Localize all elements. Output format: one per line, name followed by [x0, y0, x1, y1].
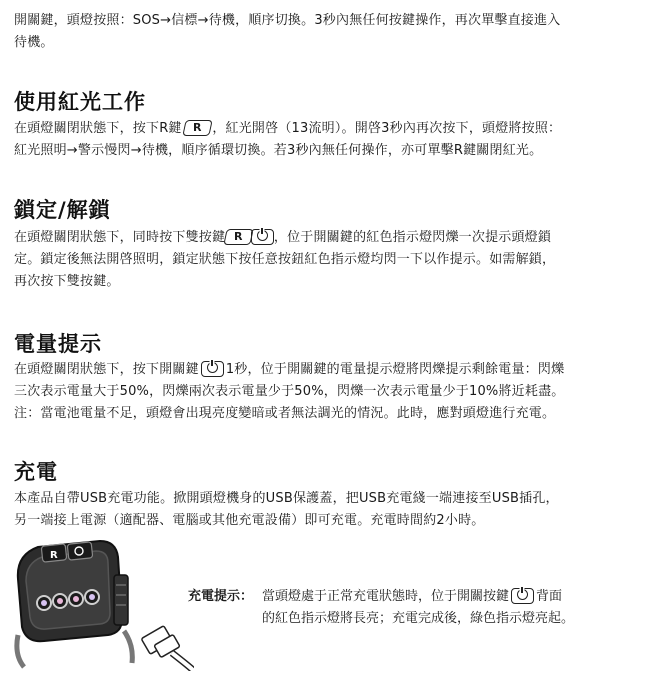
red-light-text-b: ，紅光開啓（13流明）。開啓3秒內再次按下，頭燈將按照：	[212, 121, 562, 136]
lock-heading: 鎖定/解鎖	[14, 198, 111, 222]
lock-paragraph	[14, 227, 642, 293]
red-light-line-2: 紅光照明→警示慢閃→待機，順序循環切換。若3秒內無任何操作，亦可單擊R鍵關閉紅光。	[14, 143, 543, 158]
svg-text:R: R	[50, 550, 58, 561]
r-key-label: R	[192, 120, 202, 134]
power-key-icon	[251, 229, 274, 245]
power-key-icon	[511, 588, 534, 604]
r-key-icon	[224, 229, 254, 245]
intro-paragraph	[14, 10, 642, 54]
charging-tip-text-a: 當頭燈處于正常充電狀態時，位于開關按鍵	[262, 589, 510, 604]
charging-tip-line-2: 的紅色指示燈將長亮；充電完成後，綠色指示燈亮起。	[262, 611, 575, 626]
headlamp-illustration	[4, 535, 194, 671]
battery-text-a: 在頭燈關閉狀態下，按下開關鍵	[14, 362, 199, 377]
dual-key-icon	[225, 230, 274, 246]
red-light-text-a: 在頭燈關閉狀態下，按下R鍵	[14, 121, 182, 136]
r-key-icon	[182, 120, 212, 136]
battery-line-3: 注：當電池電量不足，頭燈會出現亮度變暗或者無法調光的情況。此時，應對頭燈進行充電。	[14, 406, 556, 421]
lock-text-b: ，位于開關鍵的紅色指示燈閃爍一次提示頭燈鎖	[273, 230, 552, 245]
charging-heading: 充電	[14, 460, 58, 484]
lock-text-a: 在頭燈關閉狀態下，同時按下雙按鍵	[14, 230, 226, 245]
charging-line-1: 本產品自帶USB充電功能。掀開頭燈機身的USB保護蓋，把USB充電綫一端連接至USB插孔，	[14, 491, 559, 506]
battery-heading: 電量提示	[14, 332, 102, 356]
red-light-paragraph	[14, 118, 642, 162]
charging-paragraph	[14, 488, 642, 532]
lock-line-3: 再次按下雙按鍵。	[14, 274, 120, 289]
charging-tip-text-b: 背面	[536, 589, 563, 604]
intro-line-1: 開關鍵，頭燈按照：SOS→信標→待機，順序切換。3秒內無任何按鍵操作，再次單擊直接進入	[14, 13, 561, 28]
usb-cable-illustration	[141, 626, 194, 671]
battery-paragraph	[14, 359, 642, 425]
intro-line-2: 待機。	[14, 35, 54, 50]
r-key-label: R	[234, 229, 243, 243]
charging-line-2: 另一端接上電源（適配器、電腦或其他充電設備）即可充電。充電時間約2小時。	[14, 513, 485, 528]
red-light-heading: 使用紅光工作	[14, 90, 146, 114]
power-key-icon	[201, 361, 224, 377]
battery-line-2: 三次表示電量大于50%，閃爍兩次表示電量少于50%，閃爍一次表示電量少于10%將近耗盡。	[14, 384, 565, 399]
charging-tip	[188, 586, 638, 630]
lock-line-2: 定。鎖定後無法開啓照明，鎖定狀態下按任意按鈕紅色指示燈均閃一下以作提示。如需解鎖，	[14, 252, 556, 267]
charging-tip-label: 充電提示：	[188, 589, 254, 604]
battery-text-b: 1秒，位于開關鍵的電量提示燈將閃爍提示剩餘電量：閃爍	[225, 362, 565, 377]
